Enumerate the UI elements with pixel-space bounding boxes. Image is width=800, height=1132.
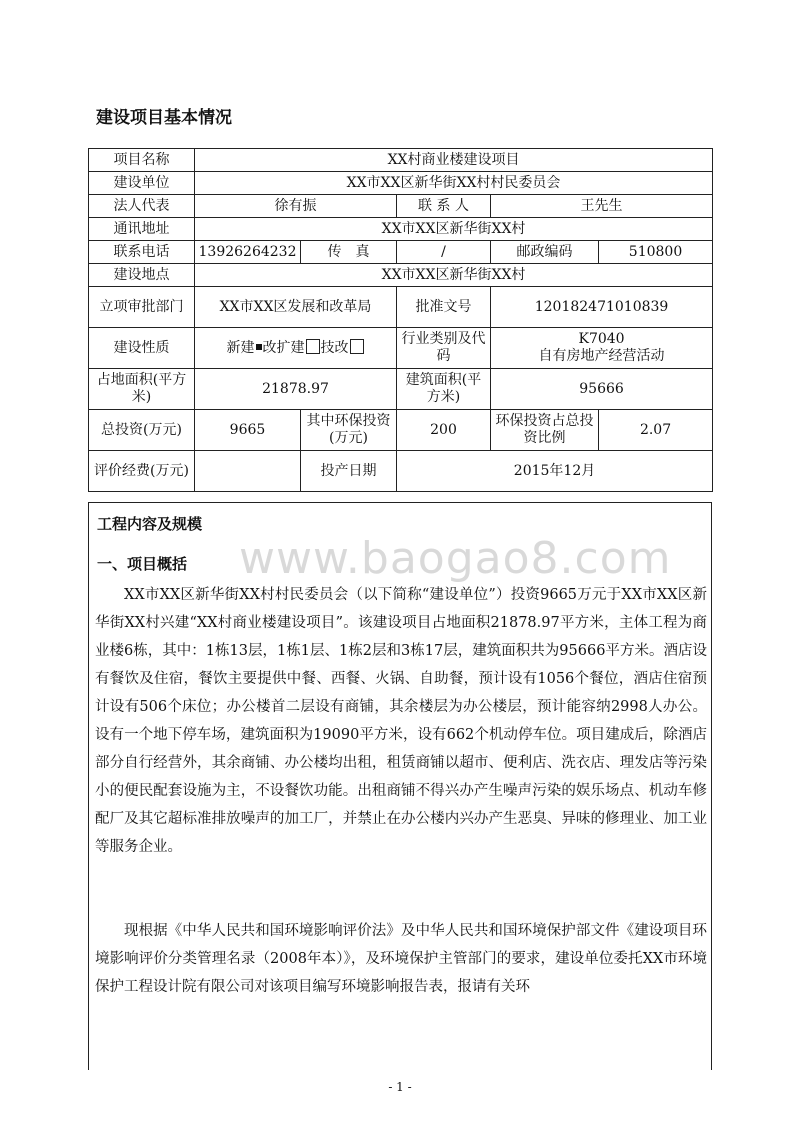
watermark: www.baogao8.com <box>239 533 672 584</box>
project-name-label: 项目名称 <box>89 149 195 172</box>
industry-value <box>491 328 713 369</box>
total-invest-label: 总投资(万元) <box>89 410 195 451</box>
legal-rep-label: 法人代表 <box>89 195 195 218</box>
phone-value: 13926264232 <box>195 241 301 264</box>
industry-name: 自有房地产经营活动 <box>538 348 665 364</box>
env-ratio-label: 环保投资占总投资比例 <box>491 410 599 451</box>
project-name-value: XX村商业楼建设项目 <box>195 149 713 172</box>
checked-square-icon <box>256 344 262 350</box>
phone-label: 联系电话 <box>89 241 195 264</box>
legal-rep-value: 徐有振 <box>195 195 397 218</box>
nature-tech-label: 技改 <box>320 340 349 356</box>
empty-checkbox-icon <box>350 339 364 354</box>
contact-value: 王先生 <box>491 195 713 218</box>
eval-fee-value <box>195 451 301 492</box>
project-info-table <box>88 148 713 492</box>
site-label: 建设地点 <box>89 264 195 287</box>
env-ratio-value: 2.07 <box>599 410 713 451</box>
nature-expand-label: 改扩建 <box>262 340 305 356</box>
fax-label: 传 真 <box>301 241 397 264</box>
page-number: - 1 - <box>388 1080 412 1094</box>
approval-dept-value: XX市XX区发展和改革局 <box>195 287 397 328</box>
builder-label: 建设单位 <box>89 172 195 195</box>
floor-area-value: 95666 <box>491 369 713 410</box>
postcode-value: 510800 <box>599 241 713 264</box>
env-invest-label: 其中环保投资(万元) <box>301 410 397 451</box>
nature-new-label: 新建 <box>226 340 255 356</box>
land-area-value: 21878.97 <box>195 369 397 410</box>
address-label: 通讯地址 <box>89 218 195 241</box>
contact-label: 联 系 人 <box>397 195 491 218</box>
industry-label: 行业类别及代码 <box>397 328 491 369</box>
project-content-section <box>88 502 712 1070</box>
floor-area-label: 建筑面积(平方米) <box>397 369 491 410</box>
prod-date-value: 2015年12月 <box>397 451 713 492</box>
empty-checkbox-icon <box>306 339 320 354</box>
overview-paragraph: XX市XX区新华街XX村村民委员会（以下简称“建设单位”）投资9665万元于XX市XX区新华街XX村兴建“XX村商业楼建设项目”。该建设项目占地面积21878.97平方米，主体工程为商业楼6栋，其中：1栋13层，1栋1层、1栋2层和3栋17层，建筑面积共为95666平方米。酒店设有餐饮及住宿，餐饮主要提供中餐、西餐、火锅、自助餐，预计设有1056个餐位，酒店住宿预计设有506个床位；办公楼首二层设有商铺，其余楼层为办公楼层，预计能容纳2998人办公。设有一个地下停车场，建筑面积为19090平方米，设有662个机动停车位。项目建成后，除酒店部分自行经营外，其余商铺、办公楼均出租，租赁商铺以超市、便利店、洗衣店、理发店等污染小的便民配套设施为主，不设餐饮功能。出租商铺不得兴办产生噪声污染的娱乐场点、机动车修配厂及其它超标准排放噪声的加工厂，并禁止在办公楼内兴办产生恶臭、异味的修理业、加工业等服务企业。 <box>95 587 707 855</box>
env-invest-value: 200 <box>397 410 491 451</box>
nature-label: 建设性质 <box>89 328 195 369</box>
approval-no-value: 120182471010839 <box>491 287 713 328</box>
address-value: XX市XX区新华街XX村 <box>195 218 713 241</box>
nature-options <box>195 328 397 369</box>
site-value: XX市XX区新华街XX村 <box>195 264 713 287</box>
sub-title: 一、项目概括 <box>97 555 188 573</box>
section-title: 工程内容及规模 <box>97 515 203 533</box>
approval-dept-label: 立项审批部门 <box>89 287 195 328</box>
prod-date-label: 投产日期 <box>301 451 397 492</box>
approval-no-label: 批准文号 <box>397 287 491 328</box>
postcode-label: 邮政编码 <box>491 241 599 264</box>
eval-fee-label: 评价经费(万元) <box>89 451 195 492</box>
builder-value: XX市XX区新华街XX村村民委员会 <box>195 172 713 195</box>
land-area-label: 占地面积(平方米) <box>89 369 195 410</box>
fax-value: / <box>397 241 491 264</box>
basis-paragraph: 现根据《中华人民共和国环境影响评价法》及中华人民共和国环境保护部文件《建设项目环境影响评价分类管理名录（2008年本）》，及环境保护主管部门的要求，建设单位委托XX市环境保护工程设计院有限公司对该项目编写环境影响报告表，报请有关环 <box>95 923 707 995</box>
total-invest-value: 9665 <box>195 410 301 451</box>
industry-code: K7040 <box>578 331 625 347</box>
page-title: 建设项目基本情况 <box>96 108 232 128</box>
